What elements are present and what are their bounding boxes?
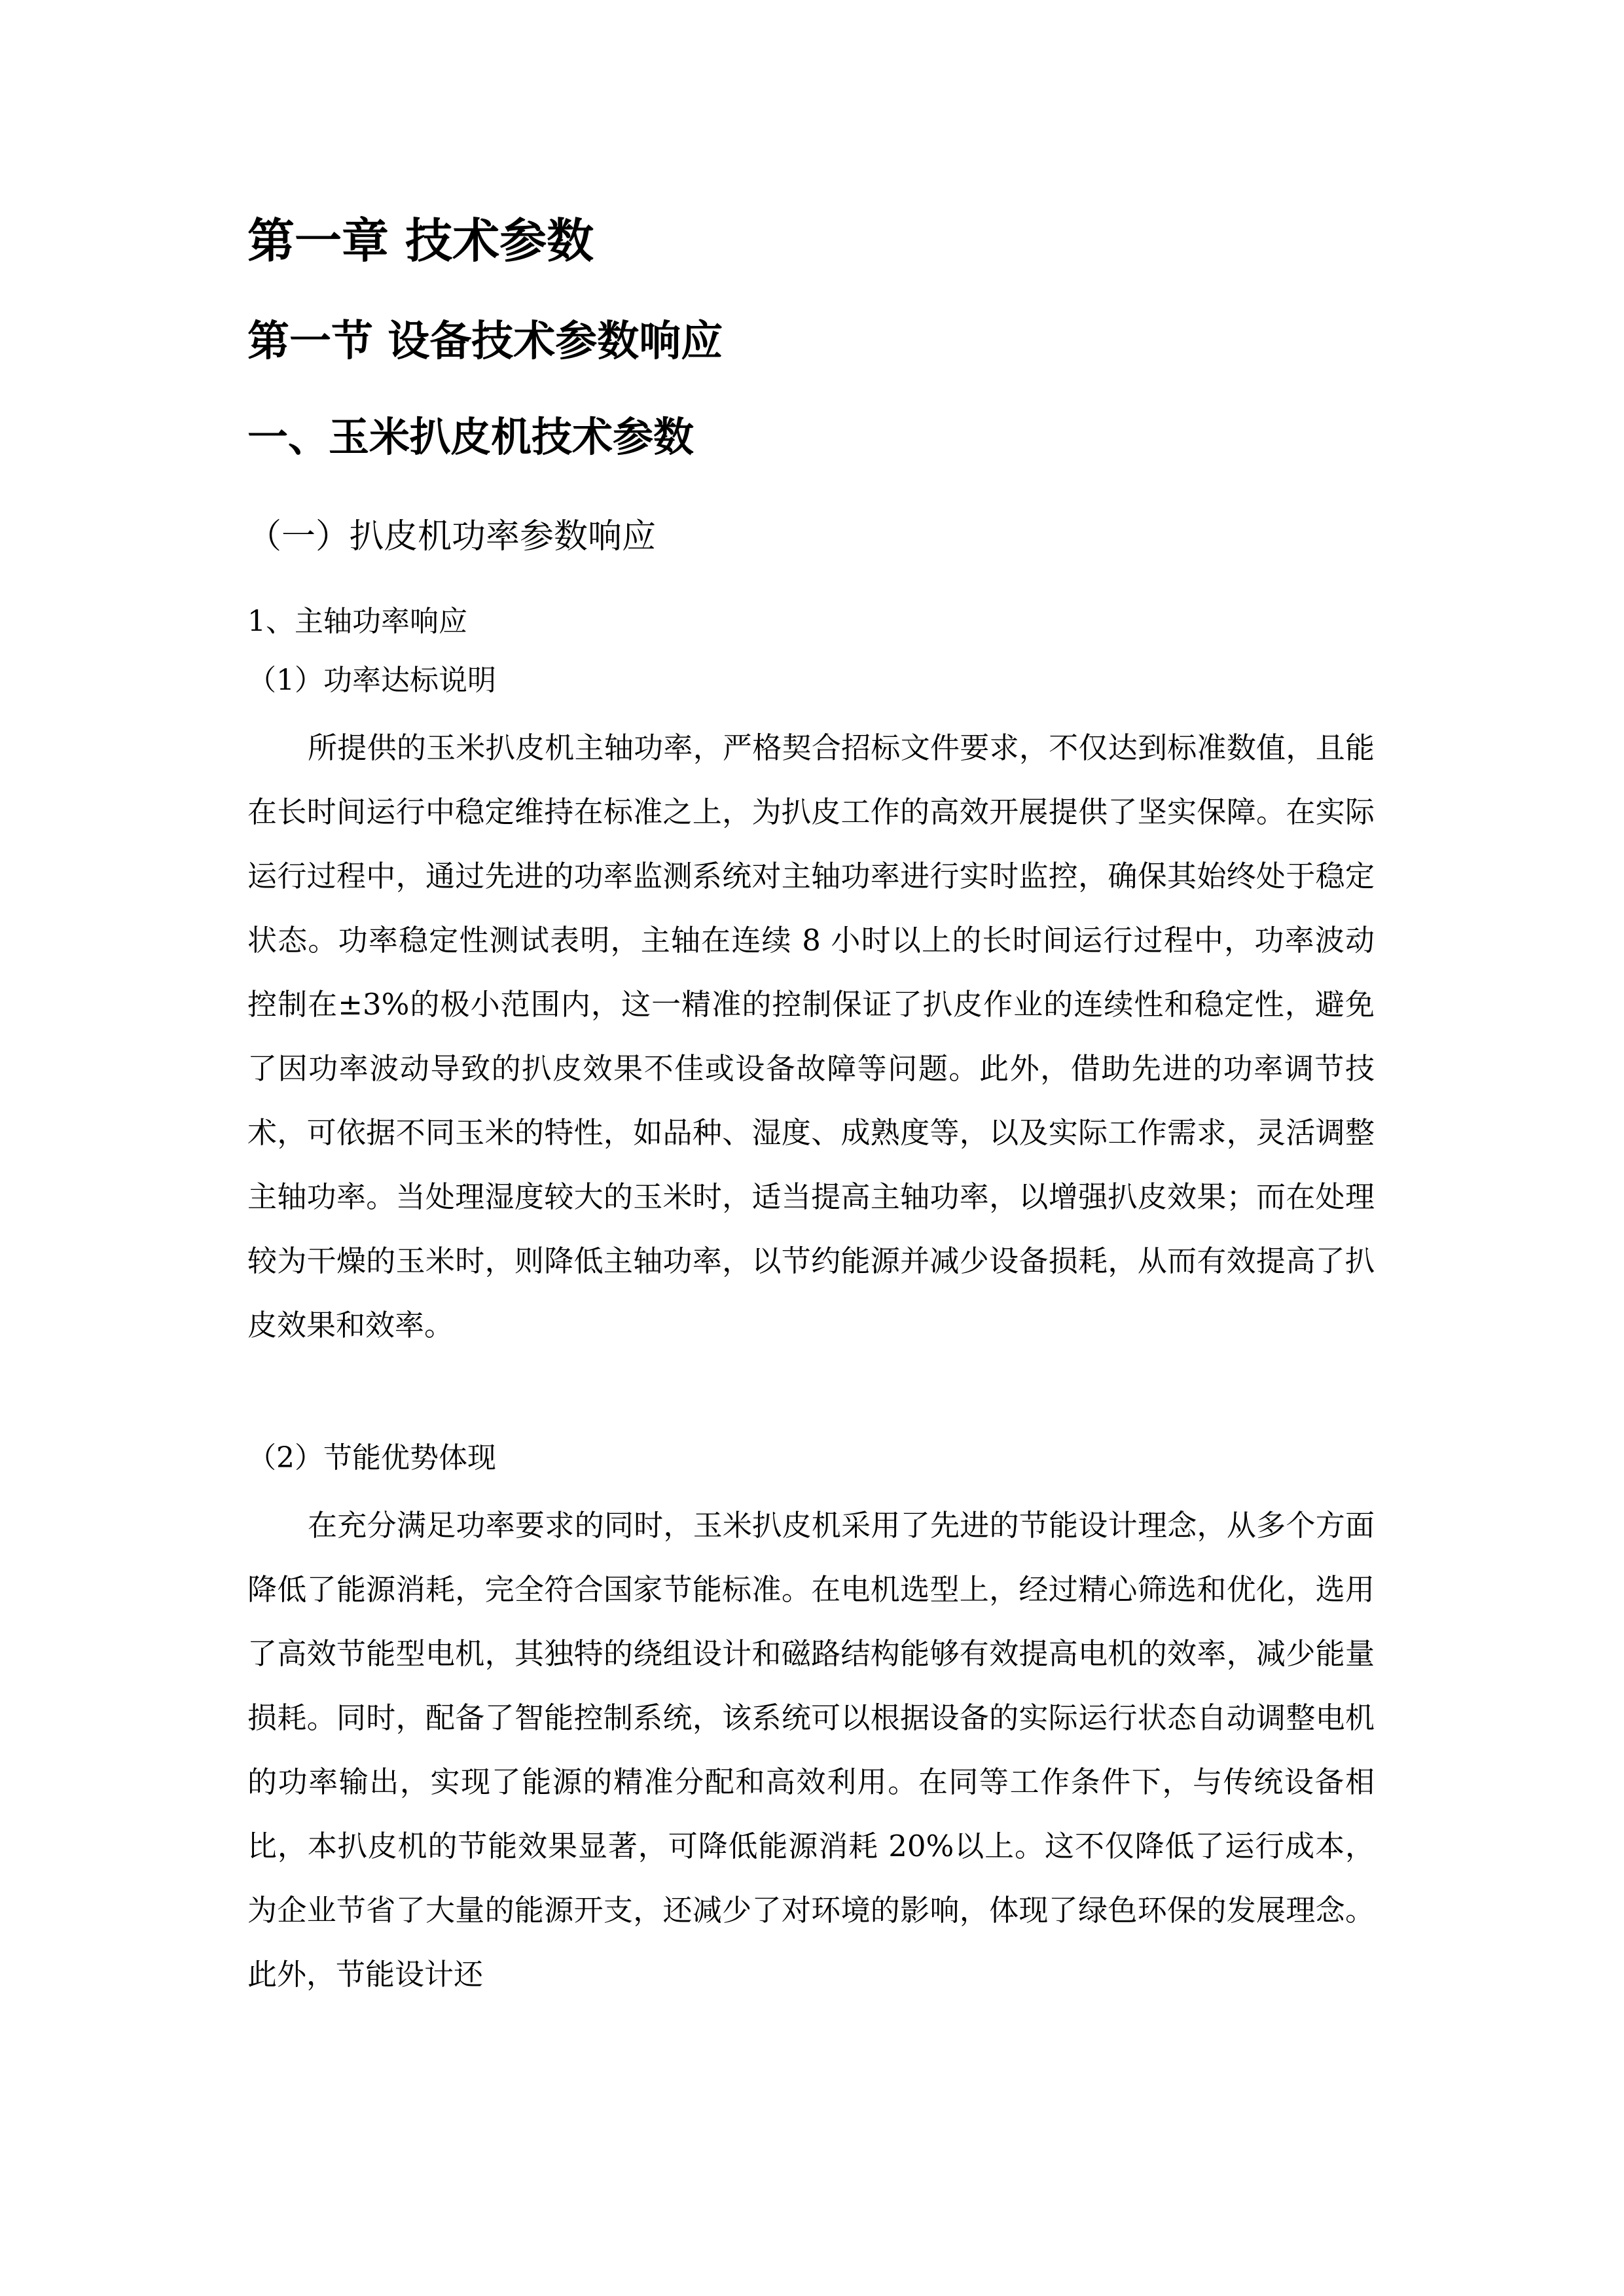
point1-title: （1）功率达标说明: [247, 664, 496, 697]
chapter-title: 第一章 技术参数: [247, 213, 594, 268]
subsubsection-title: （一）扒皮机功率参数响应: [247, 517, 657, 556]
point1-paragraph: 所提供的玉米扒皮机主轴功率，严格契合招标文件要求，不仅达到标准数值，且能在长时间运行中稳定维持在标准之上，为扒皮工作的高效开展提供了坚实保障。在实际运行过程中，通过先进的功率监测系统对主轴功率进行实时监控，确保其始终处于稳定状态。功率稳定性测试表明，主轴在连续 8 小时以上的长时间运行过程中，功率波动控制在±3%的极小范围内，这一精准的控制保证了扒皮作业的连续性和稳定性，避免了因功率波动导致的扒皮效果不佳或设备故障等问题。此外，借助先进的功率调节技术，可依据不同玉米的特性，如品种、湿度、成熟度等，以及实际工作需求，灵活调整主轴功率。当处理湿度较大的玉米时，适当提高主轴功率，以增强扒皮效果；而在处理较为干燥的玉米时，则降低主轴功率，以节约能源并减少设备损耗，从而有效提高了扒皮效果和效率。: [247, 730, 1375, 1342]
item-title: 1、主轴功率响应: [247, 605, 467, 638]
section-title: 第一节 设备技术参数响应: [247, 317, 723, 366]
point2-paragraph: 在充分满足功率要求的同时，玉米扒皮机采用了先进的节能设计理念，从多个方面降低了能源消耗，完全符合国家节能标准。在电机选型上，经过精心筛选和优化，选用了高效节能型电机，其独特的绕组设计和磁路结构能够有效提高电机的效率，减少能量损耗。同时，配备了智能控制系统，该系统可以根据设备的实际运行状态自动调整电机的功率输出，实现了能源的精准分配和高效利用。在同等工作条件下，与传统设备相比，本扒皮机的节能效果显著，可降低能源消耗 20%以上。这不仅降低了运行成本，为企业节省了大量的能源开支，还减少了对环境的影响，体现了绿色环保的发展理念。此外，节能设计还: [247, 1508, 1375, 1992]
point2-title: （2）节能优势体现: [247, 1441, 496, 1475]
subsection-title: 一、玉米扒皮机技术参数: [247, 413, 695, 461]
